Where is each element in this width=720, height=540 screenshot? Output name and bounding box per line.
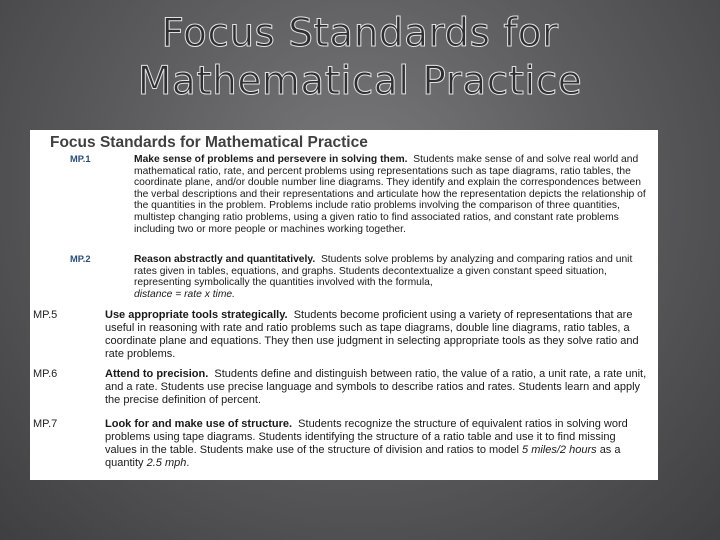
standard-text xyxy=(134,154,654,235)
standard-body-middle: as a quantity xyxy=(105,444,621,469)
standard-body: Students define and distinguish between ratio, the value of a ratio, a unit rate, a rate unit, and a rate. Students use precise language and symbols to describe ratios and rates. Students learn and apply the precise definition of percent. xyxy=(105,368,647,406)
standard-body-end: . xyxy=(186,457,190,469)
standard-text xyxy=(105,418,650,470)
standard-code: MP.5 xyxy=(33,309,58,321)
standards-document xyxy=(30,130,658,480)
standard-title: Attend to precision. xyxy=(105,368,209,380)
slide-title: Focus Standards for Mathematical Practice xyxy=(137,11,583,104)
standard-code: MP.2 xyxy=(70,254,91,264)
standard-code: MP.1 xyxy=(70,154,91,164)
standard-formula: distance = rate x time. xyxy=(134,288,236,300)
standard-title: Reason abstractly and quantitatively. xyxy=(134,254,316,265)
standard-title: Use appropriate tools strategically. xyxy=(105,309,288,321)
standard-body: Students recognize the structure of equivalent ratios in solving word problems using tape diagrams. Students identifying the structure of a ratio table and use it to find missing values in the table. Students make use of the structure of division and ratios to model xyxy=(105,418,628,456)
standard-body: Students become proficient using a variety of representations that are useful in reasoning with rate and ratio problems such as tape diagrams, double line diagrams, ratio tables, a coordinate plane and equations. They then use judgment in selecting appropriate tools as they solve ratio and rate problems. xyxy=(105,309,639,360)
standard-example-quantity: 2.5 mph xyxy=(146,457,187,469)
standard-text xyxy=(105,368,650,407)
standard-title: Look for and make use of structure. xyxy=(105,418,293,430)
standard-text xyxy=(105,309,650,361)
standard-code: MP.7 xyxy=(33,418,58,430)
standard-body: Students solve problems by analyzing and comparing ratios and unit rates given in tables, equations, and graphs. Students decontextualize a given constant speed situation, representing symbolically the quantities involved with the formula, xyxy=(134,254,633,289)
standard-title: Make sense of problems and persevere in solving them. xyxy=(134,154,408,165)
document-heading: Focus Standards for Mathematical Practice xyxy=(50,134,368,151)
standard-code: MP.6 xyxy=(33,368,58,380)
standard-example-rate: 5 miles/2 hours xyxy=(522,444,597,456)
standard-body: Students make sense of and solve real world and mathematical ratio, rate, and percent problems using representations such as tape diagrams, ratio tables, the coordinate plane, and/or double number line diagrams. They identify and explain the correspondences between the verbal descriptions and their representations and articulate how the representation depicts the relationship of the quantities in the problem. Problems include ratio problems involving the comparison of three quantities, multistep changing ratio problems, using a given ratio to find associated ratios, and constant rate problems including two or more people or machines working together. xyxy=(134,154,646,235)
standard-text xyxy=(134,254,654,300)
